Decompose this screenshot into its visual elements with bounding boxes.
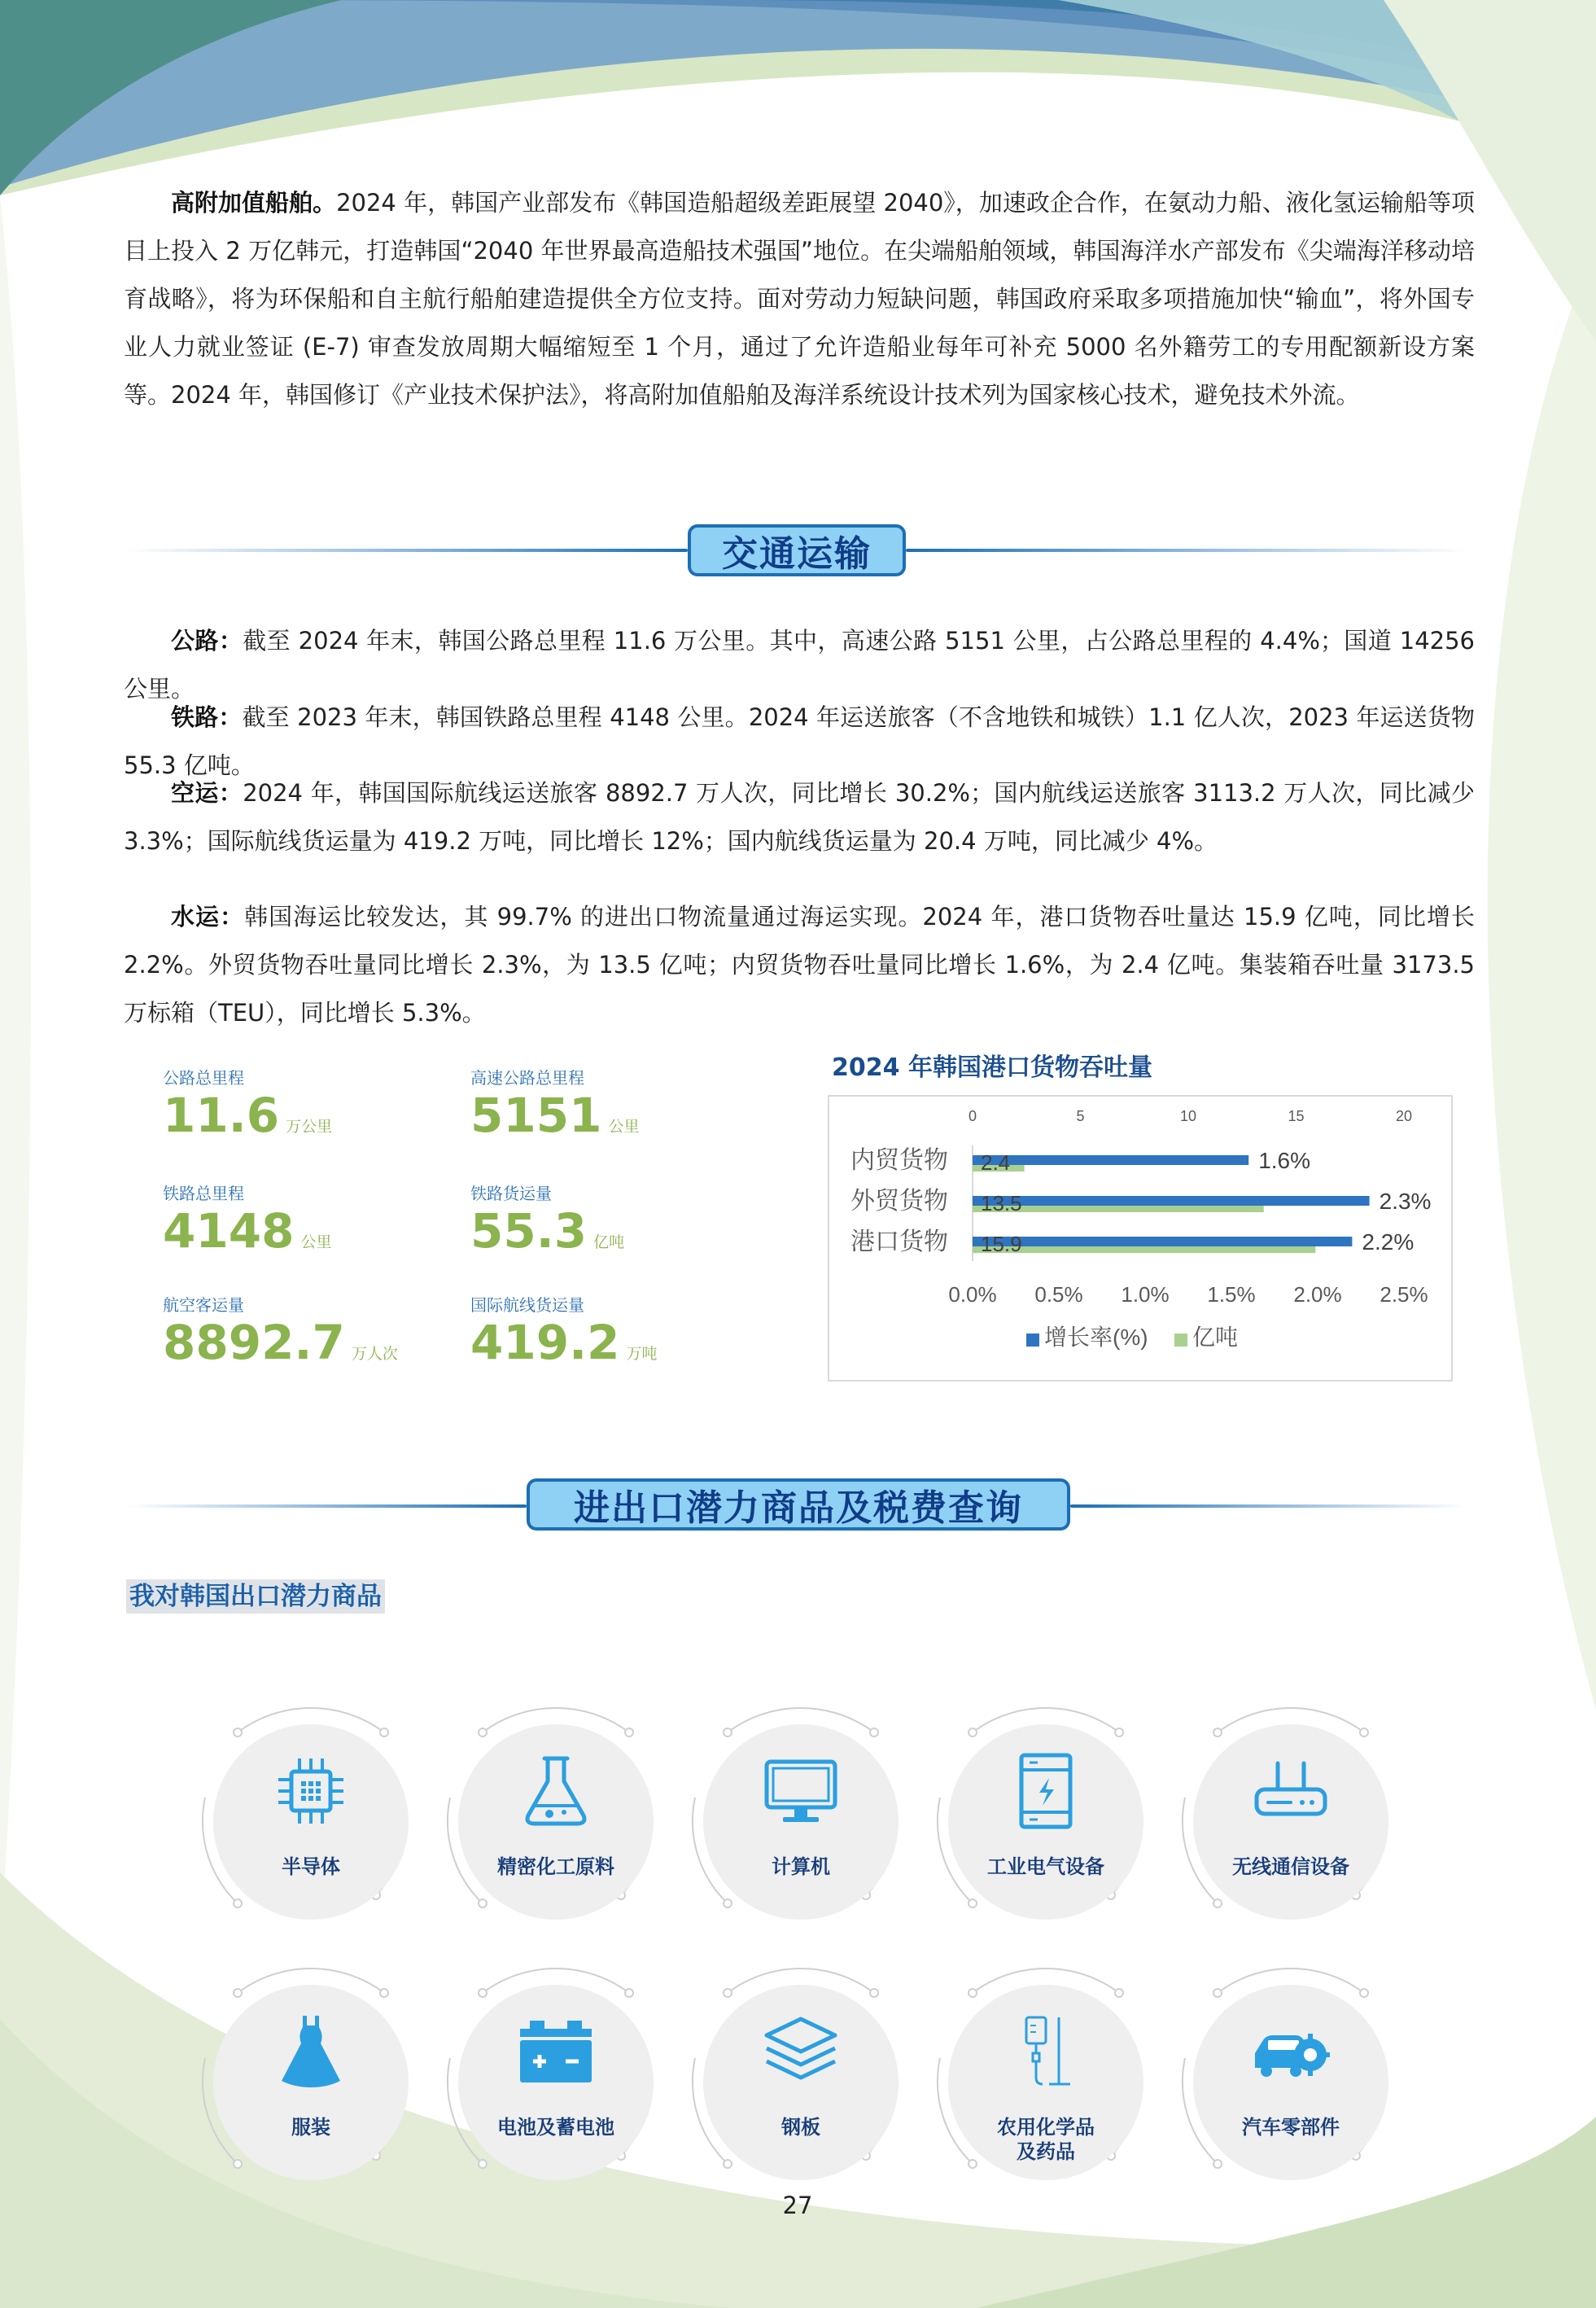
stat-intl-air-cargo bbox=[470, 1292, 657, 1368]
category-label: 外贸货物 bbox=[850, 1188, 948, 1215]
product-auto-parts bbox=[1193, 1985, 1388, 2180]
section-title-transport: 交通运输 bbox=[688, 524, 906, 576]
top-axis-tick: 5 bbox=[1076, 1108, 1085, 1124]
product-computer bbox=[703, 1724, 899, 1920]
tonnage-data-label: 15.9 bbox=[981, 1232, 1022, 1256]
road-text: 截至 2024 年末，韩国公路总里程 11.6 万公里。其中，高速公路 5151 公里，占公路总里程的 4.4%；国道 14256 公里。 bbox=[124, 627, 1475, 703]
air-lead: 空运： bbox=[171, 779, 243, 807]
product-label: 计算机 bbox=[772, 1855, 830, 1878]
stat-value: 5151 bbox=[470, 1088, 602, 1143]
category-label: 内贸货物 bbox=[850, 1147, 948, 1174]
growth-data-label: 1.6% bbox=[1258, 1148, 1311, 1173]
top-axis-tick: 0 bbox=[968, 1108, 977, 1124]
stat-label: 国际航线货运量 bbox=[470, 1295, 584, 1315]
electrical-cabinet-icon bbox=[1005, 1750, 1087, 1832]
product-label: 服装 bbox=[291, 2116, 330, 2139]
stat-unit: 公里 bbox=[608, 1118, 640, 1136]
product-label: 电池及蓄电池 bbox=[497, 2116, 614, 2139]
legend-swatch-growth bbox=[1026, 1334, 1039, 1347]
bottom-axis-tick: 2.5% bbox=[1380, 1282, 1428, 1307]
bottom-axis-tick: 1.0% bbox=[1121, 1282, 1170, 1307]
growth-bar bbox=[973, 1155, 1248, 1165]
growth-bar bbox=[973, 1196, 1370, 1206]
stat-unit: 亿吨 bbox=[593, 1233, 625, 1251]
bottom-axis-tick: 1.5% bbox=[1207, 1282, 1256, 1307]
growth-data-label: 2.2% bbox=[1362, 1229, 1415, 1255]
section-divider-right bbox=[1070, 1504, 1467, 1508]
product-label: 汽车零部件 bbox=[1242, 2116, 1340, 2139]
rail-text: 截至 2023 年末，韩国铁路总里程 4148 公里。2024 年运送旅客（不含地铁和城铁）1.1 亿人次，2023 年运送货物 55.3 亿吨。 bbox=[124, 703, 1475, 779]
bottom-axis-tick: 0.5% bbox=[1034, 1282, 1083, 1307]
router-icon bbox=[1250, 1750, 1331, 1832]
stat-unit: 公里 bbox=[300, 1233, 332, 1251]
air-paragraph bbox=[124, 769, 1475, 865]
product-wireless-comm bbox=[1193, 1724, 1388, 1920]
product-batteries bbox=[458, 1985, 654, 2180]
ship-paragraph bbox=[124, 179, 1475, 419]
top-axis-tick: 20 bbox=[1395, 1108, 1413, 1124]
section-divider-right bbox=[906, 549, 1467, 552]
bottom-axis-tick: 0.0% bbox=[948, 1282, 997, 1307]
product-steel-plate bbox=[703, 1985, 899, 2180]
product-label: 半导体 bbox=[282, 1855, 340, 1878]
growth-data-label: 2.3% bbox=[1379, 1189, 1432, 1214]
stat-value: 419.2 bbox=[470, 1315, 620, 1370]
water-lead: 水运： bbox=[171, 903, 245, 931]
product-semiconductor bbox=[213, 1724, 409, 1920]
legend-label-growth: 增长率(%) bbox=[1044, 1325, 1148, 1350]
chart-title: 2024 年韩国港口货物吞吐量 bbox=[832, 1053, 1152, 1082]
port-throughput-chart bbox=[829, 1097, 1451, 1380]
product-label: 无线通信设备 bbox=[1232, 1855, 1349, 1878]
stat-label: 铁路货运量 bbox=[470, 1184, 552, 1203]
section-divider-left bbox=[126, 549, 688, 552]
stat-label: 航空客运量 bbox=[163, 1295, 244, 1315]
stat-value: 4148 bbox=[163, 1203, 295, 1259]
growth-bar bbox=[973, 1237, 1352, 1246]
products-subtitle: 我对韩国出口潜力商品 bbox=[126, 1579, 385, 1614]
page-number: 27 bbox=[782, 2192, 813, 2219]
chart-frame bbox=[828, 1095, 1453, 1382]
air-text: 2024 年，韩国国际航线运送旅客 8892.7 万人次，同比增长 30.2%；国内航线运送旅客 3113.2 万人次，同比减少 3.3%；国际航线货运量为 419.2 万吨，同比增长 12%；国内航线货运量为 20.4 万吨，同比减少 4%。 bbox=[124, 779, 1475, 855]
stat-road-length bbox=[163, 1065, 332, 1141]
product-industrial-electrical bbox=[948, 1724, 1143, 1920]
ship-lead: 高附加值船舶。 bbox=[171, 189, 337, 217]
road-lead: 公路： bbox=[171, 627, 243, 655]
section-title-trade: 进出口潜力商品及税费查询 bbox=[527, 1478, 1070, 1531]
dress-icon bbox=[270, 2011, 352, 2092]
stat-air-passengers bbox=[163, 1292, 398, 1368]
stat-rail-length bbox=[163, 1180, 332, 1259]
monitor-icon bbox=[760, 1750, 842, 1832]
car-gear-icon bbox=[1250, 2011, 1331, 2092]
legend-label-tonnage: 亿吨 bbox=[1192, 1325, 1239, 1350]
product-label: 钢板 bbox=[781, 2116, 820, 2139]
top-axis-tick: 10 bbox=[1179, 1108, 1197, 1124]
product-fine-chemicals bbox=[458, 1724, 654, 1920]
stat-rail-freight bbox=[470, 1180, 625, 1259]
product-label: 精密化工原料 bbox=[497, 1855, 614, 1878]
stat-label: 铁路总里程 bbox=[163, 1184, 244, 1203]
product-label: 工业电气设备 bbox=[987, 1855, 1104, 1878]
chip-icon bbox=[270, 1750, 352, 1832]
product-agrochemicals-pharma bbox=[948, 1985, 1143, 2180]
tonnage-data-label: 13.5 bbox=[981, 1191, 1022, 1215]
ship-text: 2024 年，韩国产业部发布《韩国造船超级差距展望 2040》，加速政企合作，在氨动力船、液化氢运输船等项目上投入 2 万亿韩元，打造韩国“2040 年世界最高造船技术强国”地位。在尖端船舶领域，韩国海洋水产部发布《尖端海洋移动培育战略》，将为环保船和自主航行船舶建造提供全方位支持。面对劳动力短缺问题，韩国政府采取多项措施加快“输血”，将外国专业人力就业签证 (E-7) 审查发放周期大幅缩短至 1 个月，通过了允许造船业每年可补充 5000 名外籍劳工的专用配额新设方案等。2024 年，韩国修订《产业技术保护法》，将高附加值船舶及海洋系统设计技术列为国家核心技术，避免技术外流。 bbox=[124, 189, 1475, 409]
tonnage-bar bbox=[973, 1246, 1315, 1253]
stat-unit: 万人次 bbox=[351, 1345, 398, 1363]
stat-expressway-length bbox=[470, 1065, 639, 1141]
flask-icon bbox=[515, 1750, 597, 1832]
product-apparel bbox=[213, 1985, 409, 2180]
iv-drip-icon bbox=[1005, 2011, 1087, 2092]
water-text: 韩国海运比较发达，其 99.7% 的进出口物流量通过海运实现。2024 年，港口货物吞吐量达 15.9 亿吨，同比增长 2.2%。外贸货物吞吐量同比增长 2.3%，为 13.5 亿吨；内贸货物吞吐量同比增长 1.6%，为 2.4 亿吨。集装箱吞吐量 3173.5 万标箱（TEU），同比增长 5.3%。 bbox=[124, 903, 1475, 1027]
category-label: 港口货物 bbox=[850, 1228, 948, 1255]
top-axis-tick: 15 bbox=[1288, 1108, 1305, 1124]
tonnage-data-label: 2.4 bbox=[981, 1150, 1011, 1175]
stat-value: 11.6 bbox=[163, 1088, 280, 1143]
water-paragraph bbox=[124, 893, 1475, 1037]
stat-value: 8892.7 bbox=[163, 1315, 345, 1370]
stat-value: 55.3 bbox=[470, 1203, 588, 1259]
legend-swatch-tonnage bbox=[1174, 1334, 1187, 1347]
stat-label: 公路总里程 bbox=[163, 1068, 244, 1088]
stat-unit: 万吨 bbox=[626, 1345, 658, 1363]
stat-label: 高速公路总里程 bbox=[470, 1068, 584, 1088]
bottom-axis-tick: 2.0% bbox=[1293, 1282, 1342, 1307]
steel-plates-icon bbox=[760, 2011, 842, 2092]
rail-lead: 铁路： bbox=[171, 703, 243, 731]
section-divider-left bbox=[126, 1504, 527, 1508]
stat-unit: 万公里 bbox=[286, 1118, 333, 1136]
product-label: 农用化学品及药品 bbox=[997, 2116, 1095, 2163]
battery-icon bbox=[515, 2011, 597, 2092]
